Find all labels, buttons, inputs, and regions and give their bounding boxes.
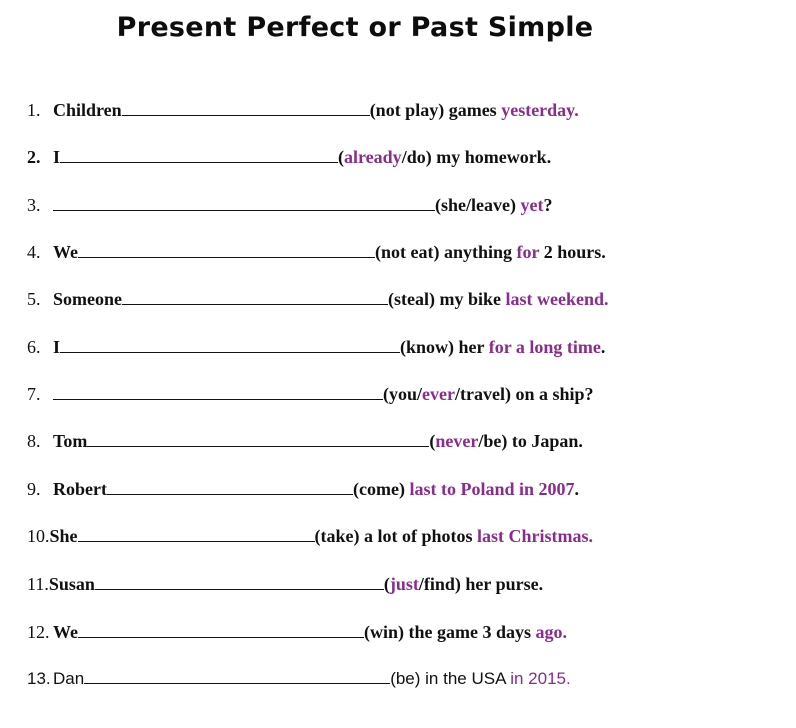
exercise-item-1	[27, 97, 579, 123]
item-subject: Someone	[53, 289, 122, 309]
answer-blank[interactable]	[78, 240, 375, 258]
verb-prompt: (she/leave)	[435, 195, 521, 215]
time-expression: last Christmas.	[477, 526, 594, 546]
item-number: 3.	[27, 195, 41, 215]
item-subject: She	[49, 526, 78, 546]
item-number: 8.	[27, 431, 41, 451]
answer-blank[interactable]	[95, 572, 384, 590]
answer-blank[interactable]	[60, 145, 338, 163]
answer-blank[interactable]	[122, 287, 388, 305]
exercise-item-4	[27, 239, 606, 265]
item-number: 12.	[27, 622, 50, 642]
verb-prompt: (not play)	[369, 100, 445, 120]
item-subject: Tom	[53, 431, 88, 451]
item-number: 11.	[27, 574, 49, 594]
answer-blank[interactable]	[84, 666, 390, 684]
time-expression: yet	[520, 195, 544, 215]
item-subject: I	[53, 337, 61, 357]
verb-prompt-open: (	[383, 574, 390, 594]
time-expression: last weekend.	[505, 289, 609, 309]
sentence-end: ?	[543, 195, 553, 215]
answer-blank[interactable]	[53, 382, 383, 400]
exercise-item-2	[27, 144, 551, 170]
item-subject: Susan	[48, 574, 95, 594]
exercise-item-13	[27, 666, 571, 692]
answer-blank[interactable]	[107, 477, 353, 495]
verb-prompt-close: /travel) on a ship?	[454, 384, 594, 404]
sentence-rest: games	[444, 100, 502, 120]
item-number: 4.	[27, 242, 41, 262]
verb-prompt: (win) the game 3 days	[364, 622, 536, 642]
answer-blank[interactable]	[53, 193, 435, 211]
verb-prompt: (take) a lot of photos	[314, 526, 478, 546]
answer-blank[interactable]	[60, 335, 400, 353]
exercise-item-3	[27, 192, 552, 218]
item-number: 2.	[27, 147, 41, 167]
time-expression: for	[516, 242, 540, 262]
exercise-item-11	[27, 571, 543, 597]
sentence-end: 2 hours.	[539, 242, 606, 262]
time-expression: for a long time	[488, 337, 601, 357]
sentence-end: .	[600, 337, 606, 357]
item-subject: I	[53, 147, 61, 167]
sentence-rest: my homework.	[431, 147, 552, 167]
verb-prompt: (be) in the USA	[390, 669, 511, 688]
verb-prompt-close: /do)	[401, 147, 432, 167]
item-subject: Dan	[53, 669, 85, 688]
item-number: 10.	[27, 526, 50, 546]
answer-blank[interactable]	[87, 429, 429, 447]
answer-blank[interactable]	[122, 98, 370, 116]
answer-blank[interactable]	[78, 524, 315, 542]
time-expression: yesterday.	[501, 100, 579, 120]
time-expression: just	[389, 574, 419, 594]
exercise-item-10	[27, 523, 593, 549]
sentence-end: .	[574, 479, 579, 499]
page-title: Present Perfect or Past Simple	[116, 12, 594, 43]
exercise-item-6	[27, 334, 605, 360]
time-expression: ever	[422, 384, 455, 404]
item-subject: Robert	[53, 479, 107, 499]
item-number: 6.	[27, 337, 41, 357]
exercise-item-9	[27, 476, 579, 502]
verb-prompt: (not eat) anything	[375, 242, 517, 262]
verb-prompt: (come)	[352, 479, 410, 499]
item-number: 1.	[27, 100, 41, 120]
verb-prompt-close: /find) her purse.	[418, 574, 544, 594]
item-number: 13.	[27, 669, 51, 688]
verb-prompt-close: /be) to Japan.	[478, 431, 583, 451]
time-expression: in 2015.	[510, 669, 571, 688]
item-number: 9.	[27, 479, 41, 499]
exercise-item-8	[27, 428, 583, 454]
verb-prompt: (know) her	[400, 337, 489, 357]
item-subject: We	[53, 242, 78, 262]
time-expression: ago.	[535, 622, 567, 642]
item-subject: We	[53, 622, 78, 642]
verb-prompt-open: (	[338, 147, 345, 167]
time-expression: last to Poland in 2007	[409, 479, 575, 499]
time-expression: never	[435, 431, 479, 451]
verb-prompt: (steal) my bike	[388, 289, 506, 309]
exercise-item-12	[27, 619, 567, 645]
exercise-item-7	[27, 381, 594, 407]
verb-prompt-open: (you/	[383, 384, 423, 404]
item-subject: Children	[53, 100, 122, 120]
item-number: 7.	[27, 384, 41, 404]
time-expression: already	[344, 147, 402, 167]
verb-prompt-open: (	[429, 431, 436, 451]
answer-blank[interactable]	[78, 620, 364, 638]
item-number: 5.	[27, 289, 41, 309]
exercise-item-5	[27, 286, 608, 312]
